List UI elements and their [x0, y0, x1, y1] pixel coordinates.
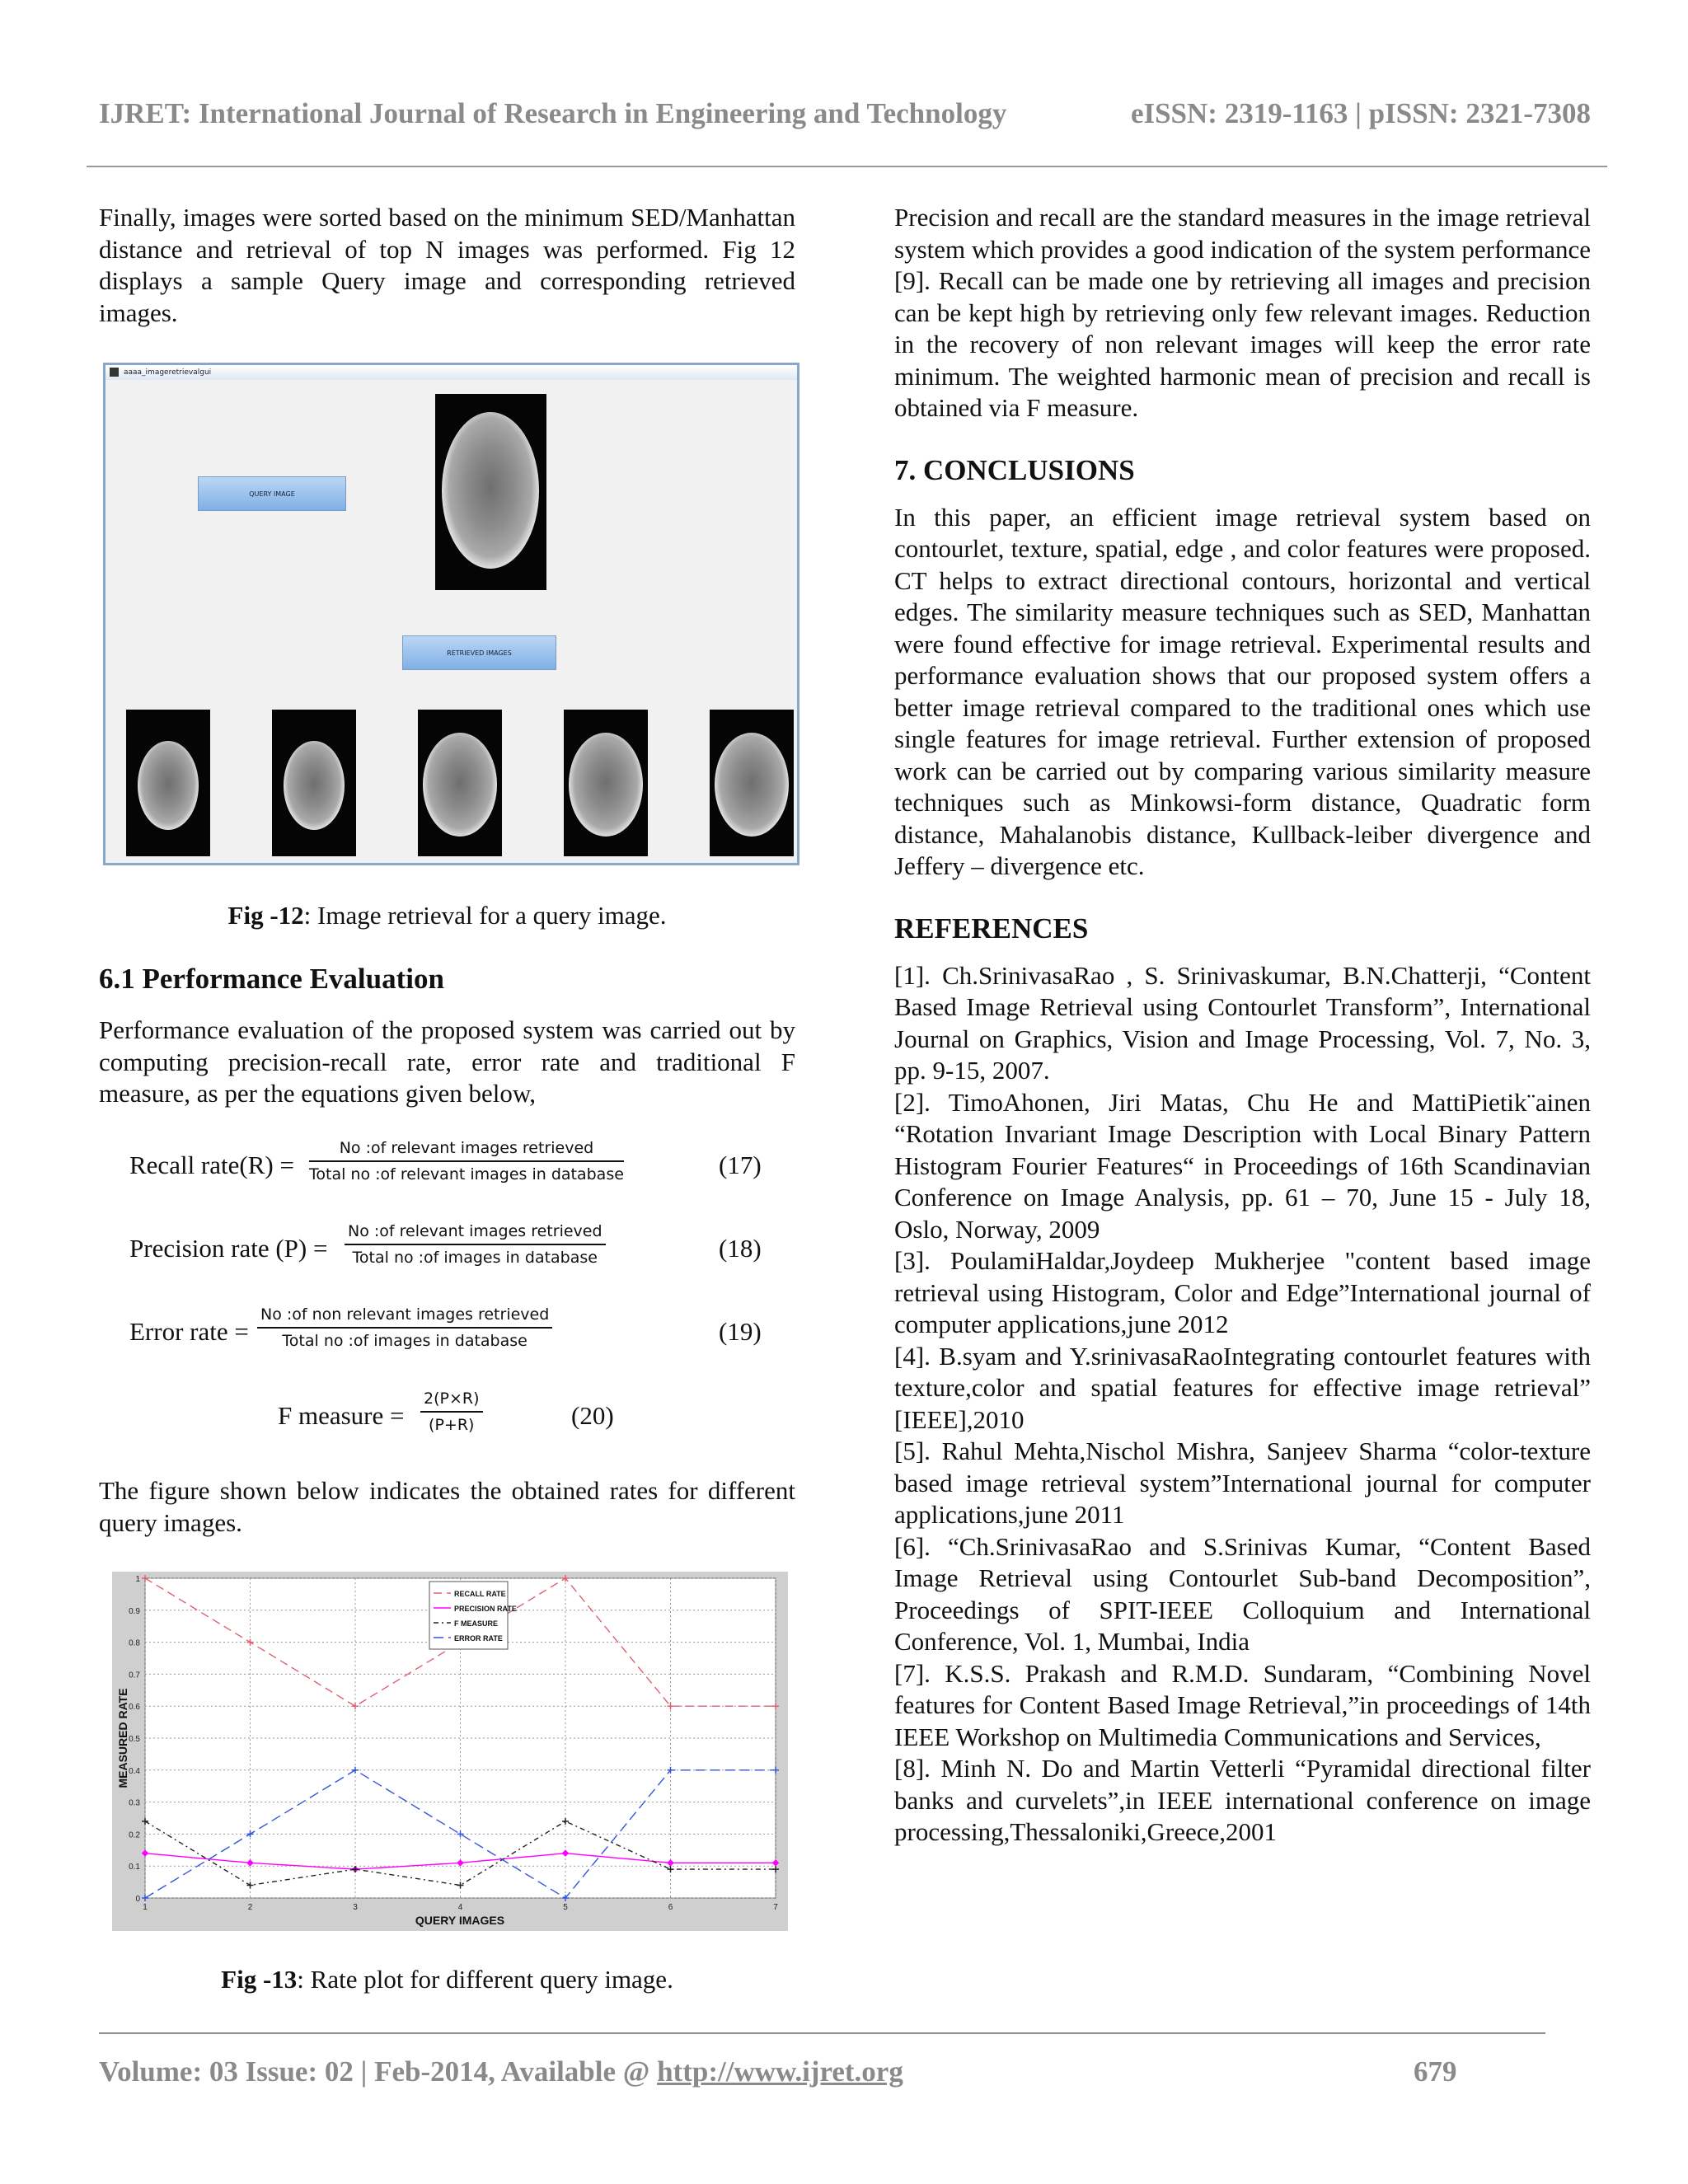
running-header — [99, 97, 1591, 130]
right-column — [894, 202, 1591, 1849]
retrieved-mri-image — [272, 710, 356, 856]
matlab-window-icon — [110, 368, 119, 377]
reference-item: [4]. B.syam and Y.srinivasaRaoIntegrating contourlet features with texture,color and spatial features for effective image retrieval” [IEEE],2010 — [894, 1341, 1591, 1434]
y-tick-label: 0 — [135, 1895, 140, 1904]
conclusions-paragraph: In this paper, an efficient image retrieval system based on contourlet, texture, spatial, edge , and color features were proposed. CT helps to extract directional contours, horizontal and vertical edges. The similarity measure techniques such as SED, Manhattan were found effective for image retrieval. Experimental results and performance evaluation shows that our proposed system offers a better image retrieval compared to the traditional ones which use single features for image retrieval. Further extension of proposed work can be carried out by comparing various similarity measure techniques such as Minkowsi-form distance, Quadratic form distance, Mahalanobis distance, Kullback-leiber divergence and Jeffery – divergence etc. — [894, 502, 1591, 880]
reference-item: [8]. Minh N. Do and Martin Vetterli “Pyramidal directional filter banks and curvelets”,in IEEE international conference on image processing,Thessaloniki,Greece,2001 — [894, 1754, 1591, 1846]
x-tick-label: 4 — [457, 1903, 463, 1912]
fig12-label: Fig -12 — [227, 901, 304, 930]
intro-paragraph: Finally, images were sorted based on the minimum SED/Manhattan distance and retrieval of top N images was performed. Fig 12 displays a sample Query image and corresponding retrieved images. — [99, 203, 795, 327]
eq18-denominator: Total no :of images in database — [352, 1249, 598, 1267]
left-column — [99, 202, 795, 329]
eq17-number: (17) — [719, 1151, 762, 1179]
y-tick-label: 0.6 — [129, 1703, 140, 1713]
eq17-numerator: No :of relevant images retrieved — [309, 1139, 624, 1162]
x-tick-label: 3 — [353, 1903, 358, 1912]
precision-recall-paragraph: Precision and recall are the standard measures in the image retrieval system which provides a good indication of the system performance [9]. Recall can be made one by retrieving all images and precision can be kept high by retrieving only few relevant images. Reduction in the recovery of non relevant images will keep the error rate minimum. The weighted harmonic mean of precision and recall is obtained via F measure. — [894, 203, 1591, 422]
y-tick-label: 0.9 — [129, 1606, 140, 1616]
reference-list — [894, 960, 1591, 1849]
fig12-caption-text: : Image retrieval for a query image. — [303, 901, 667, 930]
y-tick-label: 0.3 — [129, 1798, 140, 1808]
x-axis-label: QUERY IMAGES — [415, 1914, 505, 1927]
footer-text: Volume: 03 Issue: 02 | Feb-2014, Available @ — [99, 2055, 658, 2088]
y-tick-label: 1 — [135, 1575, 140, 1584]
y-tick-label: 0.4 — [129, 1766, 140, 1776]
fig13-label: Fig -13 — [221, 1965, 298, 1994]
gui-title-bar — [106, 365, 797, 380]
legend — [429, 1582, 517, 1649]
eq17-denominator: Total no :of relevant images in database — [309, 1165, 624, 1183]
journal-link[interactable]: http://www.ijret.org — [657, 2055, 903, 2088]
eq19-fraction — [257, 1305, 552, 1350]
eq20-fraction — [420, 1390, 483, 1434]
eq17-fraction — [309, 1139, 624, 1183]
retrieved-mri-image — [710, 710, 794, 856]
eq19-numerator: No :of non relevant images retrieved — [257, 1305, 552, 1329]
footer-rule — [99, 2032, 1545, 2034]
retrieved-images-button[interactable]: RETRIEVED IMAGES — [402, 635, 556, 670]
eq19-lhs: Error rate = — [129, 1317, 249, 1346]
reference-item: [2]. TimoAhonen, Jiri Matas, Chu He and MattiPietik¨ainen “Rotation Invariant Image Description with Local Binary Pattern Histogram Fourier Features“ in Proceedings of 16th Scandinavian Conference on Image Analysis, pp. 61 – 70, June 15 - July 18, Oslo, Norway, 2009 — [894, 1087, 1591, 1244]
section-6-1 — [99, 963, 795, 996]
eq18-number: (18) — [719, 1234, 762, 1263]
x-tick-label: 1 — [143, 1903, 148, 1912]
query-mri-image — [435, 394, 546, 590]
y-tick-label: 0.7 — [129, 1671, 140, 1680]
fig12-gui-screenshot — [103, 363, 799, 865]
journal-title: IJRET: International Journal of Research in Engineering and Technology — [99, 97, 1007, 129]
eq20-denominator: (P+R) — [429, 1416, 475, 1434]
reference-item: [3]. PoulamiHaldar,Joydeep Mukherjee "content based image retrieval using Histogram, Color and Edge”International journal of computer applications,june 2012 — [894, 1246, 1591, 1338]
eq20-number: (20) — [571, 1401, 614, 1430]
y-axis-label: MEASURED RATE — [116, 1688, 129, 1788]
reference-item: [7]. K.S.S. Prakash and R.M.D. Sundaram, “Combining Novel features for Content Based Image Retrieval,”in proceedings of 14th IEEE Workshop on Multimedia Communications and Services, — [894, 1658, 1591, 1751]
section-title: 6.1 Performance Evaluation — [99, 963, 444, 995]
fig13-caption-text: : Rate plot for different query image. — [297, 1965, 673, 1994]
x-tick-label: 2 — [247, 1903, 253, 1912]
gui-window-title: aaaa_imageretrievalgui — [124, 368, 212, 377]
conclusions-title: 7. CONCLUSIONS — [894, 453, 1135, 486]
y-tick-labels — [129, 1575, 140, 1904]
perf-paragraph-wrap — [99, 1015, 795, 1110]
eq18-lhs: Precision rate (P) = — [129, 1234, 328, 1263]
issn: eISSN: 2319-1163 | pISSN: 2321-7308 — [1130, 97, 1591, 129]
perf-paragraph: Performance evaluation of the proposed system was carried out by computing precision-recall rate, error rate and traditional F measure, as per the equations given below, — [99, 1015, 795, 1108]
eq20-lhs: F measure = — [278, 1401, 405, 1430]
eq19-number: (19) — [719, 1317, 762, 1346]
eq20-numerator: 2(P×R) — [420, 1390, 483, 1413]
legend-entry: RECALL RATE — [454, 1590, 506, 1598]
eq19-denominator: Total no :of images in database — [282, 1332, 528, 1350]
x-tick-label: 6 — [668, 1903, 673, 1912]
reference-item: [6]. “Ch.SrinivasaRao and S.Srinivas Kumar, “Content Based Image Retrieval using Contourlet Sub-band Decomposition”, Proceedings of SPIT-IEEE Colloquium and International Conference, Vol. 1, Mumbai, India — [894, 1531, 1591, 1656]
legend-entry: ERROR RATE — [454, 1634, 503, 1643]
fig12-caption — [99, 901, 795, 930]
x-tick-label: 7 — [773, 1903, 778, 1912]
footer — [99, 2055, 1467, 2088]
fig-intro-wrap — [99, 1475, 795, 1539]
eq18-fraction — [345, 1222, 606, 1267]
rate-plot-svg — [112, 1572, 788, 1931]
page-number: 679 — [1414, 2055, 1457, 2088]
fig13-chart — [112, 1572, 788, 1931]
fig-intro-paragraph: The figure shown below indicates the obtained rates for different query images. — [99, 1476, 795, 1537]
y-tick-label: 0.8 — [129, 1638, 140, 1648]
reference-item: [5]. Rahul Mehta,Nischol Mishra, Sanjeev Sharma “color-texture based image retrieval system”International journal for computer applications,june 2011 — [894, 1436, 1591, 1529]
retrieved-mri-image — [126, 710, 210, 856]
y-tick-label: 0.1 — [129, 1863, 140, 1872]
fig13-caption — [99, 1965, 795, 1994]
retrieved-mri-image — [418, 710, 502, 856]
query-image-button[interactable]: QUERY IMAGE — [198, 476, 346, 511]
references-title: REFERENCES — [894, 912, 1089, 944]
y-tick-label: 0.5 — [129, 1735, 140, 1744]
reference-item: [1]. Ch.SrinivasaRao , S. Srinivaskumar, B.N.Chatterji, “Content Based Image Retrieval using Contourlet Transform”, International Journal on Graphics, Vision and Image Processing, Vol. 7, No. 3, pp. 9-15, 2007. — [894, 960, 1591, 1085]
header-rule — [87, 166, 1607, 167]
legend-entry: PRECISION RATE — [454, 1605, 517, 1613]
eq17-lhs: Recall rate(R) = — [129, 1151, 294, 1179]
eq18-numerator: No :of relevant images retrieved — [345, 1222, 606, 1245]
x-tick-labels — [143, 1903, 778, 1912]
x-tick-label: 5 — [563, 1903, 568, 1912]
legend-entry: F MEASURE — [454, 1619, 499, 1628]
y-tick-label: 0.2 — [129, 1830, 140, 1840]
retrieved-mri-image — [564, 710, 648, 856]
